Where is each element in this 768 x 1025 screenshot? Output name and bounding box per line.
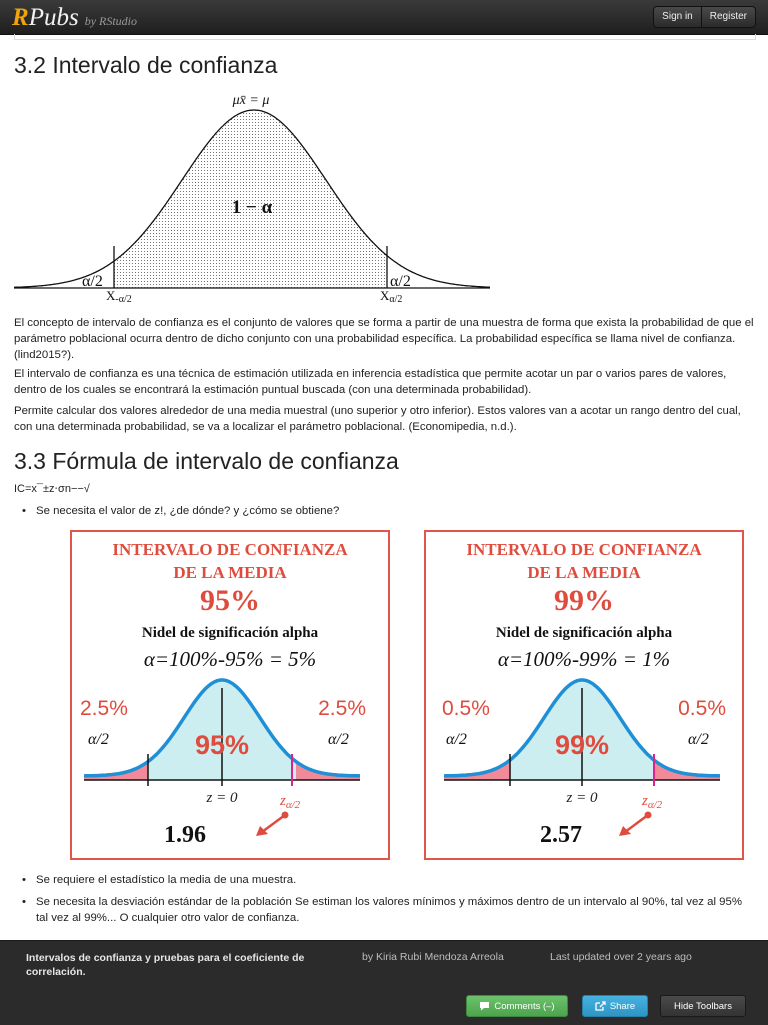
- card-normal-curve: [72, 532, 388, 858]
- card-z-zero: z = 0: [566, 790, 598, 806]
- author-byline: by Kiria Rubi Mendoza Arreola: [362, 951, 504, 963]
- card-confidence-percent: 95%: [200, 584, 260, 617]
- document-title: Intervalos de confianza y pruebas para el coeficiente de correlación.: [26, 952, 305, 978]
- left-x-label: X-α/2: [106, 288, 132, 303]
- right-tail-label: α/2: [390, 273, 411, 290]
- card-alpha-half-left: α/2: [446, 731, 467, 748]
- left-tail-label: α/2: [82, 273, 103, 290]
- right-x-label: Xα/2: [380, 288, 403, 303]
- card-right-tail-percent: 0.5%: [678, 697, 726, 720]
- card-title-line1: INTERVALO DE CONFIANZA: [466, 540, 702, 559]
- register-button[interactable]: Register: [701, 7, 755, 27]
- card-left-tail-percent: 0.5%: [442, 697, 490, 720]
- card-alpha-half-right: α/2: [328, 731, 349, 748]
- card-z-zero: z = 0: [206, 790, 238, 806]
- card-alpha-half-right: α/2: [688, 731, 709, 748]
- card-arrow-line: [625, 815, 648, 832]
- share-button[interactable]: Share: [582, 995, 648, 1017]
- card-z-alpha: $z_{\alpha/2}$: [280, 793, 301, 811]
- comment-icon: [479, 1001, 490, 1011]
- card-left-tail-percent: 2.5%: [80, 697, 128, 720]
- list-item-std-deviation: • Se necesita la desviación estándar de la población Se estiman los valores mínimos y máximos dentro de un intervalo al 90%, tal vez al 95% tal vez al 99%... O cualquier otro valor de confianza.: [36, 894, 754, 926]
- list-item-z-value: • Se necesita el valor de z!, ¿de dónde? y ¿cómo se obtiene?: [36, 503, 754, 519]
- confidence-card-95: [70, 530, 390, 860]
- paragraph-calculation: Permite calcular dos valores alrededor de una media muestral (uno superior y otro inferior). Estos valores van a acotar un rango dentro del cual, con una determinada probabilidad, se va a localizar el parámetro poblacional. (Economipedia, n.d.).: [14, 405, 741, 433]
- card-significance-label: Nidel de significación alpha: [495, 625, 673, 641]
- card-significance-label: Nidel de significación alpha: [141, 625, 319, 641]
- paragraph-concept: El concepto de intervalo de confianza es el conjunto de valores que se forma a partir de una muestra de forma que exista la probabilidad de que el parámetro poblacional ocurra dentro de dicho conjunto con una probabilidad específica. La probabilidad específica se llama nivel de confianza. (lind2015?).: [14, 317, 754, 361]
- rstudio-byline: by RStudio: [84, 14, 138, 28]
- comments-button[interactable]: Comments (–): [466, 995, 568, 1017]
- mean-label: μx̄ = μ: [232, 93, 270, 108]
- card-z-alpha: $z_{\alpha/2}$: [642, 793, 663, 811]
- section-title-3-2: 3.2 Intervalo de confianza: [14, 52, 278, 78]
- card-title-line2: DE LA MEDIA: [527, 563, 641, 582]
- normal-distribution-figure: [14, 88, 504, 303]
- auth-button-group: [653, 6, 756, 28]
- card-alpha-equation: α=100%-99% = 1%: [497, 647, 671, 671]
- paragraph-technique: El intervalo de confianza es una técnica de estimación utilizada en inferencia estadística que permite acotar un par o varios pares de valores, dentro de los cuales se encontrará la estimación puntual buscada (con una determinada probabilidad).: [14, 368, 727, 396]
- section-title-3-3: 3.3 Fórmula de intervalo de confianza: [14, 448, 399, 474]
- card-alpha-equation: α=100%-95% = 5%: [143, 647, 317, 671]
- sign-in-button[interactable]: Sign in: [662, 11, 693, 22]
- share-icon: [595, 1001, 606, 1011]
- card-normal-curve: [426, 532, 742, 858]
- card-confidence-percent: 99%: [554, 584, 614, 617]
- rpubs-logo[interactable]: RPubs by RStudio: [12, 4, 138, 31]
- card-center-percent: 99%: [554, 730, 610, 760]
- list-item-sample-mean: • Se requiere el estadístico la media de una muestra.: [36, 872, 754, 888]
- card-arrow-dot: [645, 812, 652, 819]
- formula-text: IC=x¯±z⋅σn−−√: [14, 483, 90, 495]
- card-title-line1: INTERVALO DE CONFIANZA: [112, 540, 348, 559]
- card-title-line2: DE LA MEDIA: [173, 563, 287, 582]
- card-arrow-dot: [282, 812, 289, 819]
- content-frame: [14, 34, 756, 40]
- bottom-toolbar: [0, 940, 768, 1025]
- center-area-label: 1 − α: [231, 197, 273, 218]
- card-alpha-half-left: α/2: [88, 731, 109, 748]
- card-arrow-line: [262, 815, 285, 832]
- top-bar: [0, 0, 768, 35]
- confidence-card-99: [424, 530, 744, 860]
- card-critical-value: 1.96: [164, 822, 206, 848]
- hide-toolbars-button[interactable]: Hide Toolbars: [660, 995, 746, 1017]
- card-critical-value: 2.57: [540, 822, 582, 848]
- last-updated: Last updated over 2 years ago: [550, 951, 692, 963]
- card-center-percent: 95%: [194, 730, 250, 760]
- card-right-tail-percent: 2.5%: [318, 697, 366, 720]
